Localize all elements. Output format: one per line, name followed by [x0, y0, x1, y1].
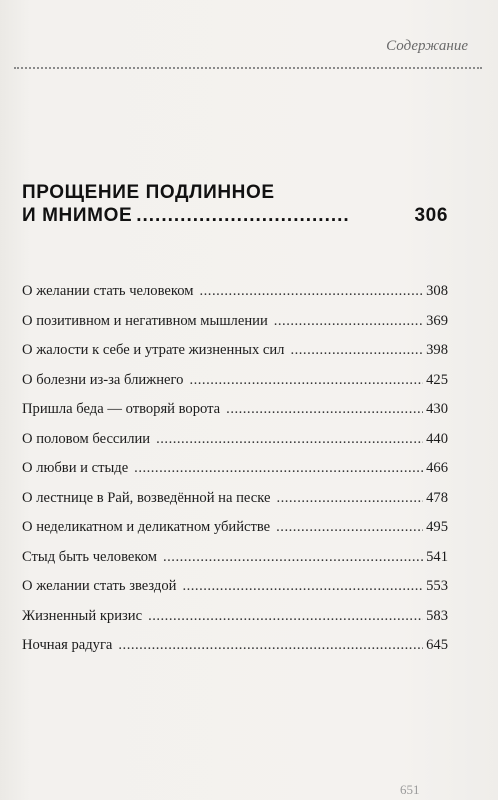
toc-entry	[22, 490, 448, 520]
toc-entry	[22, 549, 448, 579]
toc-entry	[22, 460, 448, 490]
toc-entry-leader	[134, 460, 423, 477]
toc-entry-page: 398	[426, 342, 448, 358]
page-number: 651	[400, 782, 420, 797]
toc-entry-title: О неделикатном и деликатном убийстве	[22, 519, 271, 535]
toc-entry-page: 583	[426, 607, 448, 624]
toc-entry-page: 495	[426, 519, 448, 535]
toc-entry-leader	[226, 401, 423, 418]
toc-entry-leader	[200, 283, 424, 300]
toc-entry-page: 541	[426, 548, 448, 565]
toc-entry-title: О половом бессилии	[22, 430, 151, 447]
toc-entry-leader	[189, 372, 423, 389]
toc-entry-title: Пришла беда — отворяй ворота	[22, 401, 221, 417]
toc-entry-leader	[148, 608, 423, 625]
toc-entry	[22, 608, 448, 638]
table-of-contents	[22, 283, 448, 667]
section-heading-line-1: ПРОЩЕНИЕ ПОДЛИННОЕ	[22, 182, 275, 203]
toc-entry-title: О желании стать звездой	[22, 578, 177, 594]
toc-entry-title: О лестнице в Рай, возведённой на песке	[22, 489, 271, 506]
toc-entry	[22, 372, 448, 402]
toc-entry	[22, 637, 448, 667]
toc-entry	[22, 313, 448, 343]
toc-entry-leader	[276, 490, 423, 507]
toc-entry-page: 478	[426, 489, 448, 506]
toc-entry	[22, 283, 448, 313]
toc-entry-title: О позитивном и негативном мышлении	[22, 312, 268, 329]
toc-entry-title: О жалости к себе и утрате жизненных сил	[22, 342, 285, 358]
toc-entry-title: О желании стать человеком	[22, 283, 194, 299]
toc-entry-leader	[274, 313, 423, 330]
section-heading	[22, 181, 448, 227]
toc-entry-leader	[118, 637, 423, 654]
toc-entry-leader	[276, 519, 423, 536]
toc-entry-page: 369	[426, 312, 448, 329]
toc-entry	[22, 519, 448, 549]
toc-entry-page: 466	[426, 460, 448, 476]
toc-entry-leader	[182, 578, 423, 595]
toc-entry-title: Стыд быть человеком	[22, 548, 157, 565]
section-heading-text: И МНИМОЕ	[22, 205, 133, 226]
section-heading-page: 306	[414, 205, 448, 226]
toc-entry-title: О болезни из-за ближнего	[22, 371, 184, 388]
toc-entry	[22, 578, 448, 608]
toc-entry-title: Жизненный кризис	[22, 607, 143, 624]
toc-entry-page: 430	[426, 401, 448, 417]
section-heading-line-2	[22, 204, 448, 227]
toc-entry-leader	[156, 431, 423, 448]
toc-entry-page: 440	[426, 430, 448, 447]
running-header: Содержание	[386, 38, 468, 54]
section-heading-leader: ..................................	[136, 205, 350, 226]
toc-entry-page: 645	[426, 637, 448, 653]
toc-entry-page: 553	[426, 578, 448, 594]
toc-entry-page: 425	[426, 371, 448, 388]
toc-entry-title: Ночная радуга	[22, 637, 113, 653]
toc-entry	[22, 401, 448, 431]
toc-entry-leader	[163, 549, 423, 566]
toc-entry-title: О любви и стыде	[22, 460, 129, 476]
toc-entry-leader	[290, 342, 423, 359]
header-dotted-rule	[14, 67, 482, 69]
toc-entry	[22, 342, 448, 372]
toc-entry	[22, 431, 448, 461]
toc-entry-page: 308	[426, 283, 448, 299]
